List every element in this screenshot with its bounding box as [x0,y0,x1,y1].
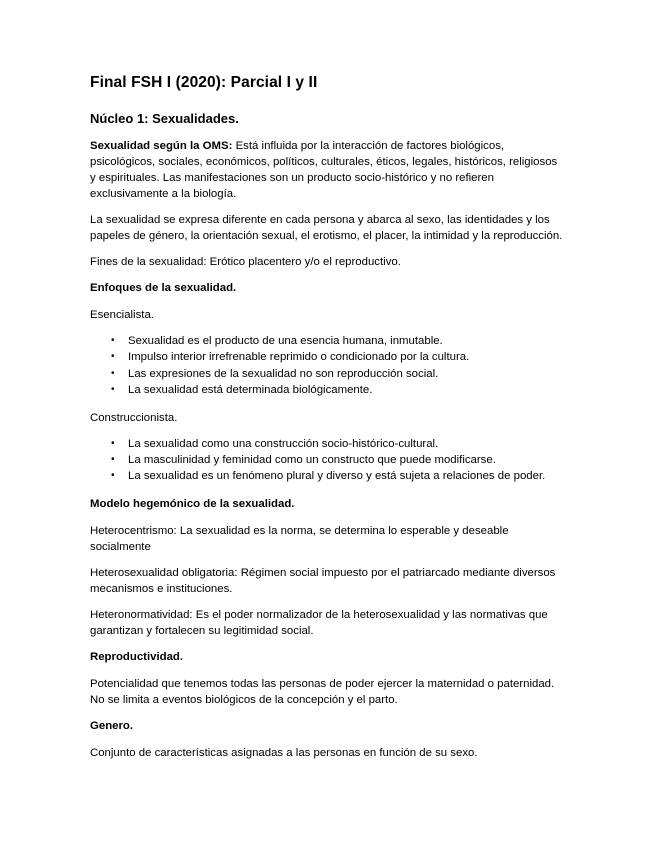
oms-text: Está influida por la interacción de factores biológicos, psicológicos, sociales, económicos, políticos, culturales, éticos, legales, históricos, religiosos y espirituales. Las manifestaciones son un producto socio-histórico y no refieren exclusivamente a la biología. [90,140,558,200]
paragraph-reproductividad: Potencialidad que tenemos todas las personas de poder ejercer la maternidad o paternidad. No se limita a eventos biológicos de la concepción y el parto. [90,677,555,706]
paragraph-fines: Fines de la sexualidad: Erótico placentero y/o el reproductivo. [90,256,401,268]
heading-modelo: Modelo hegemónico de la sexualidad. [90,497,295,510]
heading-genero: Genero. [90,719,134,732]
list-item: • La sexualidad es un fenómeno plural y diverso y está sujeta a relaciones de poder. [128,468,565,484]
list-item: • Impulso interior irrefrenable reprimido o condicionado por la cultura. [128,349,565,365]
list-item: • La sexualidad está determinada biológicamente. [128,382,565,398]
list-construccionista [90,436,565,485]
heading-enfoques: Enfoques de la sexualidad. [90,282,237,294]
list-esencialista [90,333,565,399]
label-construccionista: Construccionista. [90,411,178,424]
paragraph-oms [90,138,565,202]
oms-label: Sexualidad según la OMS: [90,140,233,152]
paragraph-heterocentrismo: Heterocentrismo: La sexualidad es la norma, se determina lo esperable y deseable socialmente [90,524,509,553]
paragraph-genero: Conjunto de características asignadas a las personas en función de su sexo. [90,746,478,759]
paragraph-heterosexualidad: Heterosexualidad obligatoria: Régimen social impuesto por el patriarcado mediante diversos mecanismos e instituciones. [90,566,556,595]
document-title: Final FSH I (2020): Parcial I y II [90,74,318,91]
list-item: • Las expresiones de la sexualidad no son reproducción social. [128,366,565,382]
list-item: • La masculinidad y feminidad como un constructo que puede modificarse. [128,452,565,468]
paragraph-expresion: La sexualidad se expresa diferente en cada persona y abarca al sexo, las identidades y los papeles de género, la orientación sexual, el erotismo, el placer, la intimidad y la reproducción. [90,214,563,242]
label-esencialista: Esencialista. [90,309,154,321]
heading-reproductividad: Reproductividad. [90,650,184,663]
list-item: • La sexualidad como una construcción socio-histórico-cultural. [128,436,565,452]
section-heading-nucleo: Núcleo 1: Sexualidades. [90,111,239,126]
paragraph-heteronormatividad: Heteronormatividad: Es el poder normalizador de la heterosexualidad y las normativas que garantizan y fortalecen su legitimidad social. [90,608,548,637]
list-item: • Sexualidad es el producto de una esencia humana, inmutable. [128,333,565,349]
